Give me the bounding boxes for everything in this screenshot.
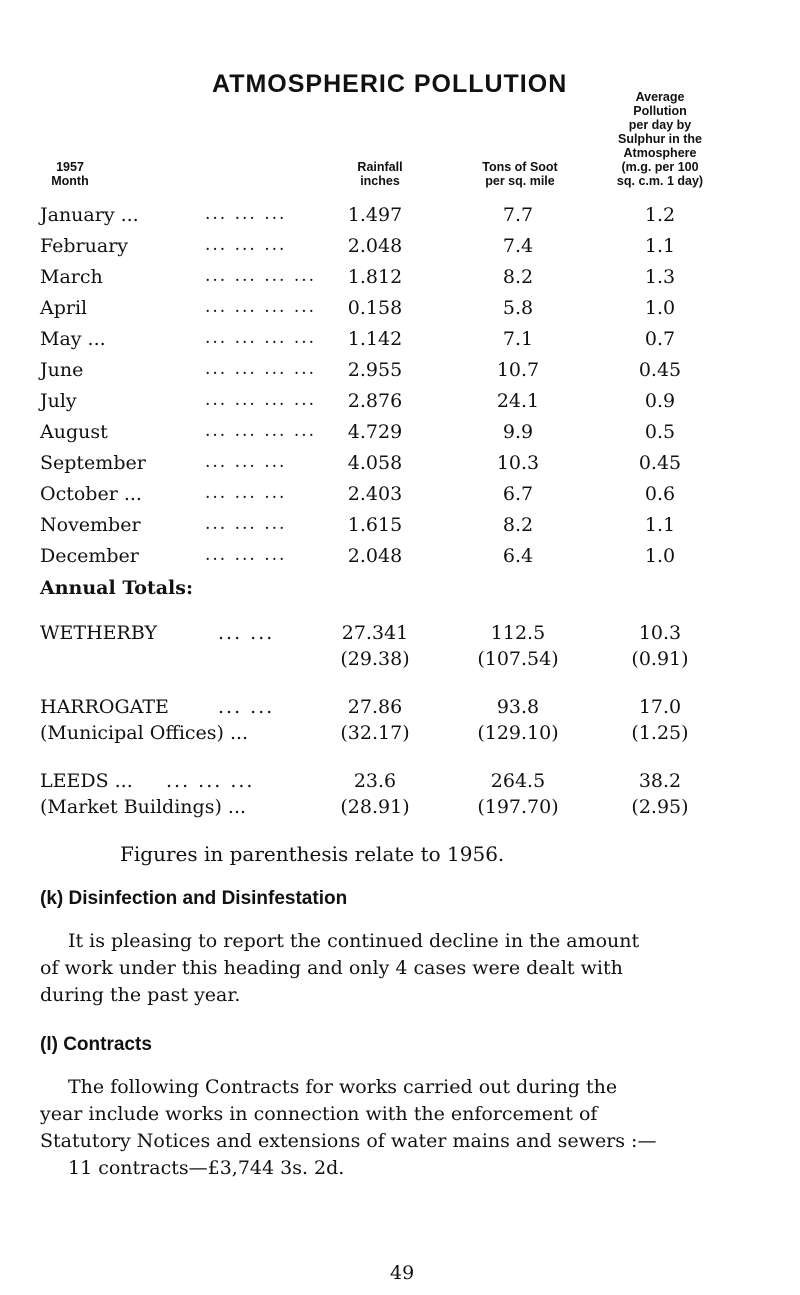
sulphur-value: 0.9: [644, 390, 676, 412]
rainfall-value: 1.497: [347, 204, 403, 226]
month-dots: ... ... ... ...: [205, 297, 317, 317]
soot-value: 6.4: [502, 545, 534, 567]
section-l-paragraph: The following Contracts for works carried out during the year include works in connection with the enforcement of Statutory Notices and extensions of water mains and sewers :— 11 contracts—£3,744 3s. 2d.: [40, 1076, 657, 1179]
soot-value: 8.2: [502, 266, 534, 288]
month-dots: ... ... ...: [205, 235, 287, 255]
soot-value: 7.4: [502, 235, 534, 257]
annual-rainfall: 27.86: [347, 696, 403, 718]
month-dots: ... ... ...: [205, 452, 287, 472]
month-label: July: [40, 390, 77, 412]
sulphur-value: 0.5: [644, 421, 676, 443]
annual-totals-heading: Annual Totals:: [40, 577, 193, 599]
annual-soot: 93.8: [496, 696, 540, 718]
annual-soot: 112.5: [490, 622, 546, 644]
month-dots: ... ... ... ...: [205, 266, 317, 286]
month-dots: ... ... ...: [205, 545, 287, 565]
month-label: January ...: [40, 204, 139, 226]
month-label: February: [40, 235, 129, 257]
soot-value: 7.1: [502, 328, 534, 350]
rainfall-value: 4.729: [347, 421, 403, 443]
page-title: ATMOSPHERIC POLLUTION: [212, 70, 568, 98]
rainfall-value: 1.812: [347, 266, 403, 288]
header-year: 1957: [56, 160, 84, 174]
header-month: Month: [51, 174, 89, 188]
month-label: August: [40, 421, 108, 443]
annual-sulphur-1956: (0.91): [631, 648, 689, 670]
month-dots: ... ... ...: [205, 204, 287, 224]
month-label: April: [40, 297, 88, 319]
annual-name-2: (Market Buildings) ...: [40, 796, 247, 818]
sulphur-value: 1.1: [644, 235, 676, 257]
header-rainfall: Rainfall inches: [357, 160, 403, 188]
soot-value: 7.7: [502, 204, 534, 226]
soot-value: 8.2: [502, 514, 534, 536]
annual-note: Figures in parenthesis relate to 1956.: [120, 842, 505, 866]
month-dots: ... ... ... ...: [205, 421, 317, 441]
month-label: March: [40, 266, 103, 288]
annual-rainfall-1956: (28.91): [340, 796, 410, 818]
annual-soot-1956: (107.54): [477, 648, 559, 670]
month-label: September: [40, 452, 146, 474]
annual-soot-1956: (129.10): [477, 722, 559, 744]
section-k-paragraph: It is pleasing to report the continued decline in the amount of work under this heading and only 4 cases were dealt with during the past year.: [40, 930, 640, 1006]
rainfall-value: 1.615: [347, 514, 403, 536]
sulphur-value: 0.45: [638, 359, 682, 381]
section-k-heading: (k) Disinfection and Disinfestation: [40, 888, 348, 909]
sulphur-value: 1.0: [644, 545, 676, 567]
month-dots: ... ... ...: [205, 483, 287, 503]
annual-rainfall: 23.6: [353, 770, 397, 792]
sulphur-value: 0.45: [638, 452, 682, 474]
sulphur-value: 0.6: [644, 483, 676, 505]
month-label: October ...: [40, 483, 142, 505]
rainfall-value: 4.058: [347, 452, 403, 474]
sulphur-value: 1.2: [644, 204, 676, 226]
rainfall-value: 2.048: [347, 545, 403, 567]
sulphur-value: 1.3: [644, 266, 676, 288]
month-dots: ... ... ...: [205, 514, 287, 534]
annual-soot-1956: (197.70): [477, 796, 559, 818]
rainfall-value: 2.955: [347, 359, 403, 381]
annual-dots: ... ... ...: [166, 770, 255, 792]
annual-dots: ... ...: [218, 696, 275, 718]
annual-name-2: (Municipal Offices) ...: [40, 722, 249, 744]
month-dots: ... ... ... ...: [205, 359, 317, 379]
rainfall-value: 2.403: [347, 483, 403, 505]
soot-value: 24.1: [496, 390, 540, 412]
month-label: November: [40, 514, 141, 536]
month-label: May ...: [40, 328, 106, 350]
annual-rainfall: 27.341: [341, 622, 409, 644]
rainfall-value: 2.048: [347, 235, 403, 257]
annual-name: WETHERBY: [40, 622, 157, 644]
month-label: June: [40, 359, 84, 381]
annual-sulphur: 38.2: [638, 770, 682, 792]
annual-name: HARROGATE: [40, 696, 169, 718]
sulphur-value: 1.1: [644, 514, 676, 536]
month-label: December: [40, 545, 139, 567]
header-sulphur: Average Pollution per day by Sulphur in the Atmosphere (m.g. per 100 sq. c.m. 1 day): [616, 90, 704, 188]
soot-value: 10.3: [496, 452, 540, 474]
month-dots: ... ... ... ...: [205, 390, 317, 410]
annual-sulphur-1956: (1.25): [631, 722, 689, 744]
soot-value: 10.7: [496, 359, 540, 381]
header-soot: Tons of Soot per sq. mile: [482, 160, 558, 188]
annual-soot: 264.5: [490, 770, 546, 792]
soot-value: 6.7: [502, 483, 534, 505]
page-number: 49: [390, 1262, 415, 1284]
annual-dots: ... ...: [218, 622, 275, 644]
annual-sulphur-1956: (2.95): [631, 796, 689, 818]
month-dots: ... ... ... ...: [205, 328, 317, 348]
annual-sulphur: 10.3: [638, 622, 682, 644]
soot-value: 9.9: [502, 421, 534, 443]
annual-rainfall-1956: (29.38): [340, 648, 410, 670]
annual-sulphur: 17.0: [638, 696, 682, 718]
sulphur-value: 1.0: [644, 297, 676, 319]
annual-name: LEEDS ...: [40, 770, 133, 792]
section-l-heading: (l) Contracts: [40, 1034, 152, 1055]
rainfall-value: 1.142: [347, 328, 403, 350]
annual-rainfall-1956: (32.17): [340, 722, 410, 744]
soot-value: 5.8: [502, 297, 534, 319]
sulphur-value: 0.7: [644, 328, 676, 350]
rainfall-value: 0.158: [347, 297, 403, 319]
rainfall-value: 2.876: [347, 390, 403, 412]
